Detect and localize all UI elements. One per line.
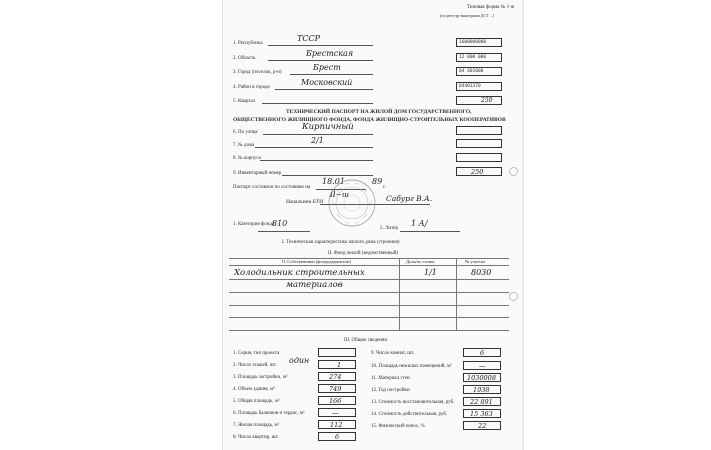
code-value: 250 — [481, 97, 493, 104]
summary-box — [463, 409, 501, 418]
summary-heading: III. Общие сведения — [344, 338, 387, 343]
summary-label: 7. Жилая площадь, м² — [233, 423, 280, 428]
signature-scrawl: Ⴖ~ɯ — [330, 190, 349, 199]
street-value: Кирпичный — [302, 122, 354, 132]
table-divider — [456, 258, 457, 330]
table-rule — [229, 317, 509, 318]
code-box — [456, 38, 502, 47]
corpus-label: 8. № корпуса — [233, 156, 261, 161]
compiled-year: 89 — [372, 177, 383, 186]
table-rule — [229, 292, 509, 293]
summary-value: 166 — [329, 397, 342, 405]
chief-label: Начальник БТИ — [286, 199, 324, 205]
owners-header: II. Собственники (фондодержатели) — [282, 259, 351, 264]
field-value: Брестская — [306, 49, 354, 58]
summary-label: 5. Общая площадь, м² — [233, 399, 280, 404]
summary-box — [318, 384, 356, 393]
compiled-date: 18.01 — [322, 177, 345, 186]
field-label: 4. Район в городе — [233, 85, 270, 90]
underline — [282, 175, 373, 176]
summary-label: 14. Стоимость действительная, руб. — [371, 412, 448, 417]
summary-box — [463, 421, 501, 430]
corpus-box — [456, 153, 502, 162]
summary-box — [463, 348, 501, 357]
summary-note: один — [289, 356, 310, 365]
owner-number: 8030 — [471, 268, 492, 277]
code-box — [456, 82, 502, 91]
sheet-edge — [522, 0, 524, 450]
summary-label: 9. Число комнат, шт. — [371, 351, 415, 356]
code-value: 04401370 — [459, 84, 481, 89]
owner-share: 1/1 — [424, 268, 437, 277]
category-label: 1. Категория фонда — [233, 222, 275, 227]
summary-label: 13. Стоимость восстановительная, руб. — [371, 400, 455, 405]
summary-value: 1030008 — [467, 374, 496, 382]
summary-label: 8. Число квартир, шт. — [233, 435, 279, 440]
section-i-heading: I. Техническая характеристика жилого дома (строения) — [282, 240, 400, 245]
inventory-box — [456, 167, 502, 176]
compiled-label: Паспорт составлен по состоянию на — [233, 185, 311, 190]
field-label: 3. Город (поселок, р-н) — [233, 70, 282, 75]
summary-value: 1 — [337, 361, 342, 369]
summary-value: 6 — [480, 349, 485, 357]
summary-value: 6 — [335, 433, 340, 441]
number-header: № участка — [465, 259, 486, 264]
underline — [260, 160, 373, 161]
form-id: Типовая форма № 1-ж — [467, 5, 515, 10]
table-rule — [229, 305, 509, 306]
house-box — [456, 139, 502, 148]
street-box — [456, 126, 502, 135]
summary-label: 3. Площадь застройки, м² — [233, 375, 288, 380]
litera-label: 2. Литер — [380, 226, 398, 231]
underline — [275, 89, 373, 90]
house-label: 7. № дома — [233, 143, 255, 148]
field-label: 2. Область — [233, 56, 256, 61]
underline — [262, 103, 373, 104]
code-box — [456, 67, 502, 76]
summary-label: 10. Площадь нежилых помещений, м² — [371, 364, 452, 369]
summary-label: 2. Число этажей, шт. — [233, 363, 277, 368]
street-label: 6. По улице — [233, 130, 258, 135]
table-rule — [229, 330, 509, 331]
table-rule — [229, 279, 509, 280]
field-value: Брест — [313, 63, 341, 72]
summary-box — [318, 420, 356, 429]
section-i-sub: II. Фонд жилой (ведомственный) — [328, 251, 399, 256]
inventory-label: 9. Инвентарный номер — [233, 171, 282, 176]
summary-label: 4. Объем здания, м³ — [233, 387, 275, 392]
owner-name-line1: Холодильник строительных — [234, 268, 365, 278]
summary-label: 15. Физический износ, % — [371, 424, 425, 429]
summary-label: 6. Площадь балконов и террас, м² — [233, 411, 305, 416]
table-rule — [229, 265, 509, 266]
underline — [263, 134, 373, 135]
compiled-year-suffix: г. — [383, 185, 386, 190]
house-value: 2/1 — [311, 136, 324, 145]
share-header: Доля/по стоим. — [406, 259, 436, 264]
summary-value: — — [479, 362, 486, 370]
bti-stamp — [327, 178, 377, 228]
litera-value: 1 А/ — [411, 219, 428, 228]
summary-box — [318, 348, 356, 357]
summary-value: 112 — [330, 421, 343, 429]
summary-box — [463, 397, 501, 406]
table-divider — [399, 258, 400, 330]
passport-title-line2: ОБЩЕСТВЕННОГО ЖИЛИЩНОГО ФОНДА, ФОНДА ЖИЛИЩНО-СТРОИТЕЛЬНЫХ КООПЕРАТИВОВ — [233, 117, 506, 123]
summary-box — [318, 372, 356, 381]
summary-box — [463, 361, 501, 370]
form-note: (по реестру вышедшим ДСТ ...) — [440, 13, 494, 18]
underline — [268, 60, 373, 61]
code-value: 12 000 000 — [459, 55, 487, 60]
code-value: 1600000000 — [459, 40, 487, 45]
summary-label: 12. Год постройки — [371, 388, 410, 393]
summary-value: 274 — [329, 373, 342, 381]
field-label: 5. Квартал — [233, 99, 256, 104]
underline — [290, 74, 373, 75]
summary-label: 1. Серия, тип проекта — [233, 351, 280, 356]
inventory-code: 250 — [471, 168, 484, 176]
field-value: ТССР — [297, 34, 320, 43]
owner-name-line2: материалов — [286, 280, 343, 290]
punch-hole — [509, 167, 518, 176]
code-box — [456, 96, 502, 105]
code-value: 04 401000 — [459, 69, 484, 74]
underline — [258, 231, 310, 232]
summary-label: 11. Материал стен — [371, 376, 410, 381]
category-value: 810 — [272, 219, 288, 228]
summary-box — [318, 396, 356, 405]
summary-box — [318, 360, 356, 369]
summary-box — [318, 432, 356, 441]
summary-value: — — [332, 409, 339, 417]
chief-signature: Сабург В.А. — [386, 194, 433, 203]
summary-box — [318, 408, 356, 417]
summary-box — [463, 385, 501, 394]
summary-value: 749 — [329, 385, 342, 393]
underline — [400, 231, 460, 232]
summary-value: 22 891 — [470, 398, 493, 406]
summary-value: 15 363 — [470, 410, 493, 418]
underline — [255, 147, 373, 148]
field-value: Московский — [301, 78, 353, 87]
summary-value: 1938 — [473, 386, 490, 394]
passport-title-line1: ТЕХНИЧЕСКИЙ ПАСПОРТ НА ЖИЛОЙ ДОМ ГОСУДАРСТВЕННОГО, — [286, 109, 472, 115]
underline — [268, 45, 373, 46]
summary-box — [463, 373, 501, 382]
code-box — [456, 53, 502, 62]
punch-hole — [509, 292, 518, 301]
summary-value: 22 — [478, 422, 487, 430]
field-label: 1. Республика — [233, 41, 263, 46]
